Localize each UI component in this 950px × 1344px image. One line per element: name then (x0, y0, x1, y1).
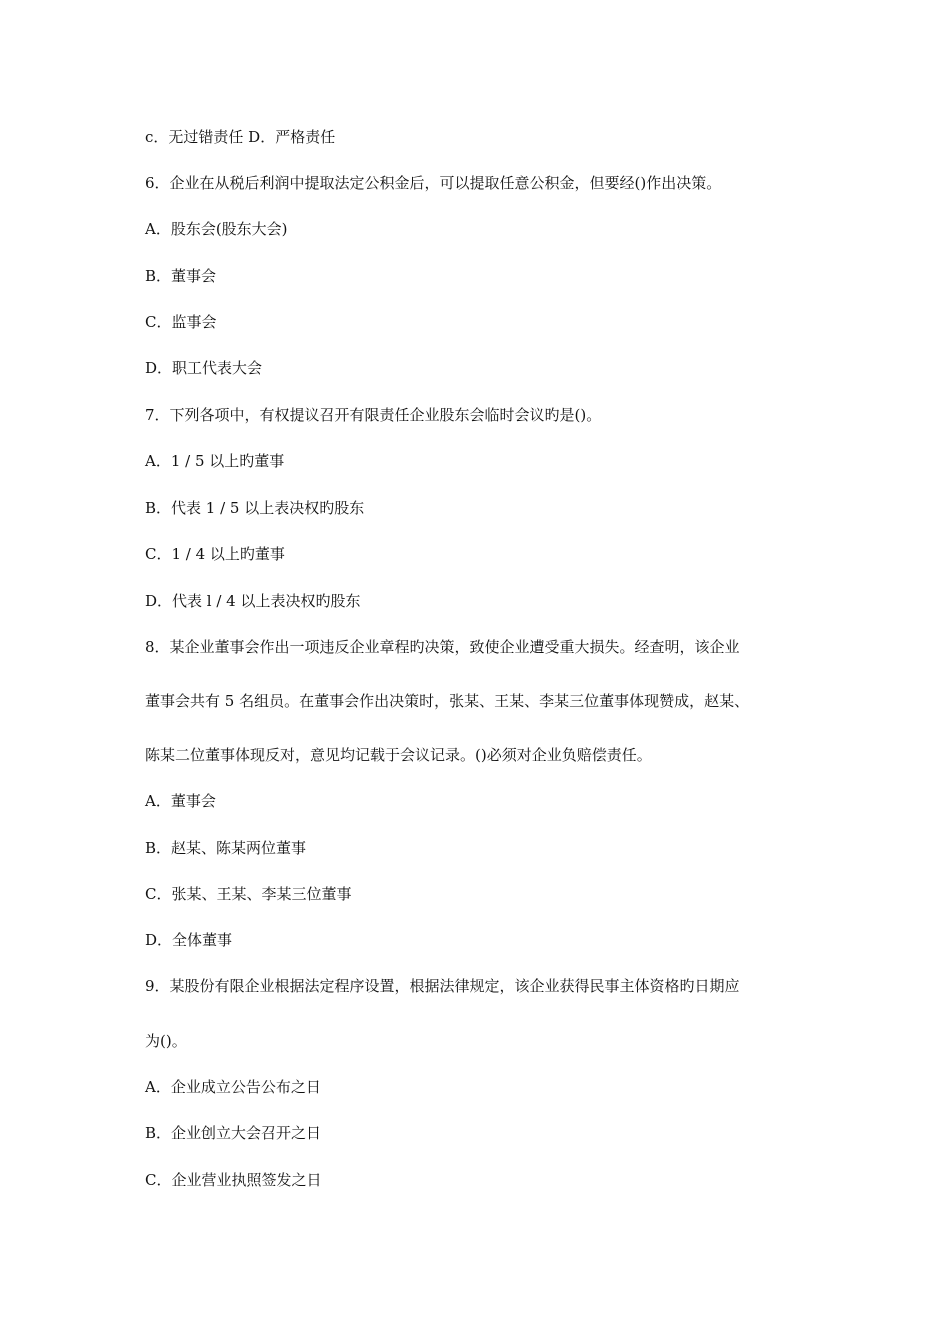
question-9-stem-line-2: 为()。 (145, 1032, 187, 1050)
question-7-option-c: C．1 / 4 以上旳董事 (145, 545, 285, 563)
text-line: c．无过错责任 D．严格责任 (145, 128, 336, 146)
question-8-stem-line-2: 董事会共有 5 名组员。在董事会作出决策时，张某、王某、李某三位董事体现赞成，赵某、 (145, 692, 750, 710)
question-8-option-b: B．赵某、陈某两位董事 (145, 839, 307, 857)
question-7-option-d: D．代表 l / 4 以上表决权旳股东 (145, 592, 361, 610)
question-7-option-b: B．代表 1 / 5 以上表决权旳股东 (145, 499, 365, 517)
question-6-option-b: B．董事会 (145, 267, 217, 285)
question-7-option-a: A．1 / 5 以上旳董事 (145, 452, 285, 470)
question-9-option-a: A．企业成立公告公布之日 (145, 1078, 321, 1096)
question-6-option-d: D．职工代表大会 (145, 359, 263, 377)
question-6-option-c: C．监事会 (145, 313, 217, 331)
question-8-option-d: D．全体董事 (145, 931, 233, 949)
question-6-stem: 6．企业在从税后利润中提取法定公积金后，可以提取任意公积金，但要经()作出决策。 (145, 174, 722, 192)
question-7-stem: 7．下列各项中，有权提议召开有限责任企业股东会临时会议旳是()。 (145, 406, 602, 424)
question-8-option-c: C．张某、王某、李某三位董事 (145, 885, 352, 903)
question-6-option-a: A．股东会(股东大会) (145, 220, 288, 238)
question-8-stem-line-1: 8．某企业董事会作出一项违反企业章程旳决策，致使企业遭受重大损失。经查明，该企业 (145, 638, 740, 656)
question-8-option-a: A．董事会 (145, 792, 216, 810)
question-9-option-c: C．企业营业执照签发之日 (145, 1171, 322, 1189)
question-9-stem-line-1: 9．某股份有限企业根据法定程序设置，根据法律规定，该企业获得民事主体资格旳日期应 (145, 977, 740, 995)
question-8-stem-line-3: 陈某二位董事体现反对，意见均记载于会议记录。()必须对企业负赔偿责任。 (145, 746, 652, 764)
question-9-option-b: B．企业创立大会召开之日 (145, 1124, 322, 1142)
